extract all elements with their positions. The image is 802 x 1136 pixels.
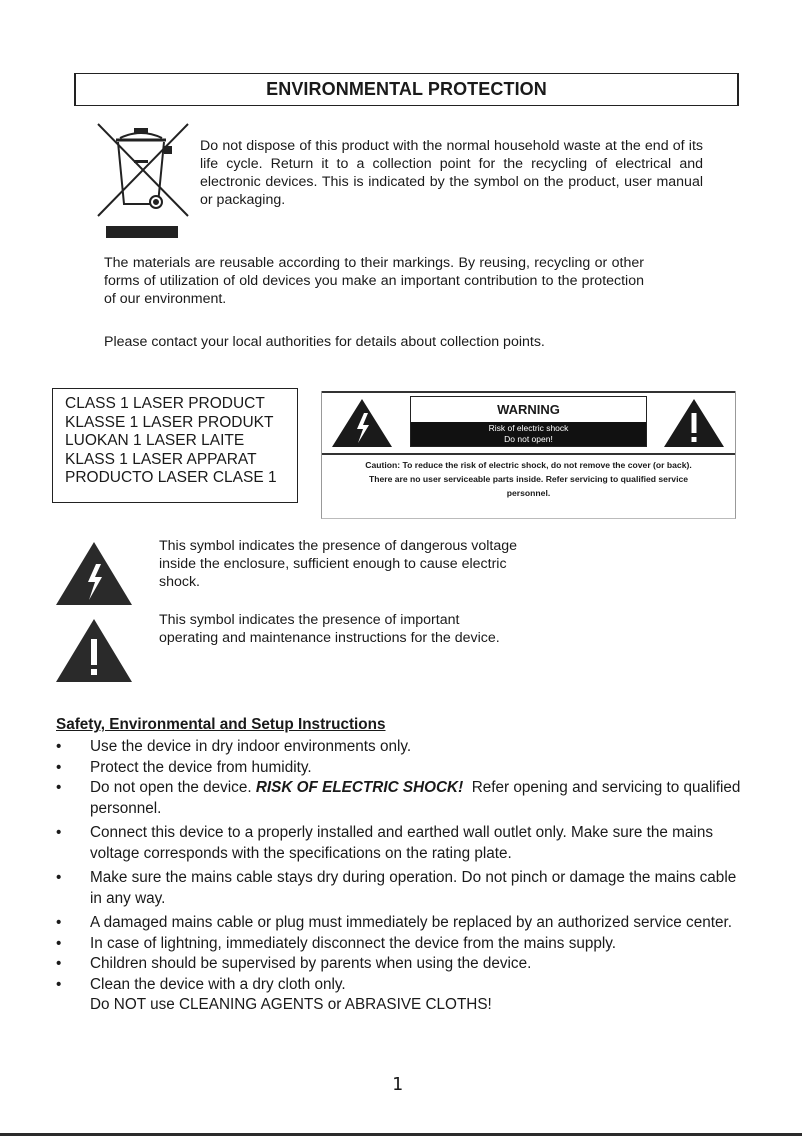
contact-paragraph: Please contact your local authorities for details about collection points. [104, 334, 545, 350]
list-item-text: Refer opening and servicing to qualified personnel. [90, 779, 745, 817]
page-number: 1 [392, 1074, 403, 1095]
list-item-text: A damaged mains cable or plug must immediately be replaced by an authorized service center. [90, 914, 732, 931]
list-item [56, 975, 746, 1016]
list-item-text: Connect this device to a properly installed and earthed wall outlet only. Make sure the mains voltage corresponds with the specifications on the rating plate. [90, 824, 713, 862]
list-item [56, 737, 746, 758]
bullet: • [56, 738, 62, 755]
laser-line: KLASSE 1 LASER PRODUKT [65, 413, 274, 431]
warning-subtext [411, 422, 646, 446]
laser-class-label [52, 388, 298, 503]
section-title: ENVIRONMENTAL PROTECTION [266, 79, 547, 99]
caution-line: personnel. [506, 488, 551, 498]
list-item [56, 954, 746, 975]
list-item-text: Clean the device with a dry cloth only. [90, 975, 346, 993]
laser-line: PRODUCTO LASER CLASE 1 [65, 469, 277, 487]
list-item-text: In case of lightning, immediately disconnect the device from the mains supply. [90, 934, 617, 952]
list-item [56, 913, 746, 934]
symbol-description: This symbol indicates the presence of dangerous voltage inside the enclosure, sufficient enough to cause electric shock. [159, 538, 518, 590]
warning-heading: WARNING [497, 402, 560, 417]
list-item-text: Do NOT use CLEANING AGENTS or ABRASIVE CLOTHS! [90, 996, 492, 1013]
lightning-triangle-icon [330, 397, 394, 449]
list-item-text: Make sure the mains cable stays dry during operation. Do not pinch or damage the mains cable in any way. [90, 869, 737, 907]
bullet: • [56, 955, 62, 972]
shock-warning-emphasis: RISK OF ELECTRIC SHOCK! [255, 779, 464, 796]
bullet: • [56, 824, 62, 841]
warning-box [410, 396, 647, 447]
symbol-description: This symbol indicates the presence of important operating and maintenance instructions for the device. [159, 612, 500, 646]
exclamation-triangle-icon [55, 617, 133, 683]
lightning-triangle-icon [55, 540, 133, 606]
caution-line: There are no user serviceable parts inside. Refer servicing to qualified service [368, 474, 689, 484]
list-item-text: Protect the device from humidity. [90, 758, 312, 776]
list-item-text: Do not open the device. [90, 779, 256, 796]
list-item [56, 823, 746, 864]
warning-sub-line: Risk of electric shock [488, 423, 569, 433]
list-item [56, 758, 746, 779]
divider [322, 391, 735, 393]
weee-paragraph: Do not dispose of this product with the normal household waste at the end of its life cycle. Return it to a collection point for the recycling of electrical and electronic devices. This is indicated by the symbol on the product, user manual or packaging. [200, 138, 703, 208]
safety-section-title: Safety, Environmental and Setup Instructions [56, 716, 386, 733]
materials-paragraph: The materials are reusable according to their markings. By reusing, recycling or other forms of utilization of old devices you make an important contribution to the protection of our environment. [104, 255, 644, 307]
list-item-text: Children should be supervised by parents when using the device. [90, 955, 532, 972]
exclamation-triangle-icon [662, 397, 726, 449]
laser-line: LUOKAN 1 LASER LAITE [65, 432, 245, 450]
caution-text [326, 458, 731, 500]
crossed-out-wheelie-bin-icon [96, 120, 190, 240]
caution-line: Caution: To reduce the risk of electric shock, do not remove the cover (or back). [365, 460, 692, 470]
bullet: • [56, 758, 62, 776]
list-item [56, 868, 746, 909]
list-item [56, 778, 746, 819]
bullet: • [56, 914, 62, 931]
bullet: • [56, 975, 62, 993]
safety-list [56, 737, 746, 1016]
divider [322, 453, 735, 455]
section-title-box [74, 73, 739, 106]
list-item-text: Use the device in dry indoor environments only. [90, 738, 412, 755]
laser-line: KLASS 1 LASER APPARAT [65, 450, 257, 468]
bullet: • [56, 934, 62, 952]
bullet: • [56, 869, 62, 886]
bullet: • [56, 779, 62, 796]
laser-line: CLASS 1 LASER PRODUCT [65, 395, 265, 412]
warning-label [321, 391, 736, 519]
warning-sub-line: Do not open! [504, 434, 553, 444]
list-item [56, 934, 746, 955]
